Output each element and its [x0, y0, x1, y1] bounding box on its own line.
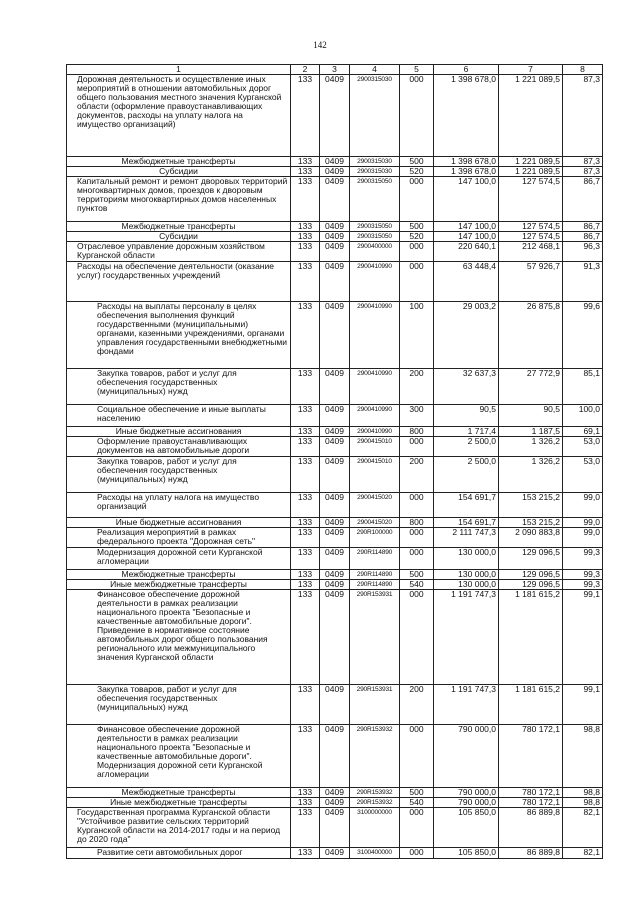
row-vr: 000	[400, 493, 434, 518]
row-plan: 130 000,0	[434, 580, 499, 590]
row-pct: 98,8	[563, 798, 603, 808]
row-rz: 0409	[320, 518, 350, 528]
header-cell: 4	[350, 65, 400, 75]
row-rz: 0409	[320, 232, 350, 242]
row-rz: 0409	[320, 177, 350, 222]
row-name: Межбюджетные трансферты	[67, 157, 291, 167]
row-gr: 133	[291, 590, 320, 685]
row-vr: 000	[400, 528, 434, 548]
row-pct: 99,0	[563, 518, 603, 528]
row-fact: 127 574,5	[499, 232, 563, 242]
row-rz: 0409	[320, 302, 350, 369]
row-name: Расходы на обеспечение деятельности (оказание услуг) государственных учреждений	[67, 262, 291, 302]
row-fact: 153 215,2	[499, 518, 563, 528]
row-vr: 000	[400, 848, 434, 859]
row-plan: 90,5	[434, 405, 499, 427]
row-pct: 98,8	[563, 788, 603, 798]
row-fact: 1 326,2	[499, 457, 563, 493]
table-row	[67, 232, 603, 242]
row-rz: 0409	[320, 798, 350, 808]
table-row	[67, 808, 603, 848]
row-csr: 2900410990	[350, 302, 400, 369]
table-row	[67, 242, 603, 262]
table-row	[67, 788, 603, 798]
row-fact: 212 468,1	[499, 242, 563, 262]
row-name: Расходы на выплаты персоналу в целях обеспечения выполнения функций государственными (муниципальными) органами, казенными учреждениями, органами управления государственными внебюджетными фондами	[67, 302, 291, 369]
row-gr: 133	[291, 405, 320, 427]
row-fact: 1 187,5	[499, 427, 563, 437]
row-name: Оформление правоустанавливающих документов на автомобильные дороги	[67, 437, 291, 457]
row-rz: 0409	[320, 493, 350, 518]
row-csr: 290R100000	[350, 528, 400, 548]
row-rz: 0409	[320, 725, 350, 788]
row-plan: 147 100,0	[434, 232, 499, 242]
row-vr: 520	[400, 167, 434, 177]
row-fact: 153 215,2	[499, 493, 563, 518]
row-name: Закупка товаров, работ и услуг для обеспечения государственных (муниципальных) нужд	[67, 369, 291, 405]
row-plan: 63 448,4	[434, 262, 499, 302]
row-csr: 2900410990	[350, 427, 400, 437]
row-fact: 1 181 615,2	[499, 685, 563, 725]
row-vr: 100	[400, 302, 434, 369]
row-csr: 2900315030	[350, 75, 400, 157]
table-row	[67, 157, 603, 167]
row-plan: 105 850,0	[434, 848, 499, 859]
row-fact: 1 221 089,5	[499, 167, 563, 177]
row-vr: 540	[400, 798, 434, 808]
row-rz: 0409	[320, 167, 350, 177]
row-gr: 133	[291, 427, 320, 437]
page-number: 142	[313, 40, 327, 50]
row-vr: 200	[400, 457, 434, 493]
row-fact: 780 172,1	[499, 798, 563, 808]
row-fact: 780 172,1	[499, 788, 563, 798]
row-fact: 780 172,1	[499, 725, 563, 788]
row-fact: 90,5	[499, 405, 563, 427]
budget-table	[66, 64, 603, 859]
row-name: Закупка товаров, работ и услуг для обеспечения государственных (муниципальных) нужд	[67, 457, 291, 493]
row-pct: 86,7	[563, 222, 603, 232]
row-pct: 99,3	[563, 580, 603, 590]
row-vr: 540	[400, 580, 434, 590]
row-pct: 82,1	[563, 808, 603, 848]
row-rz: 0409	[320, 262, 350, 302]
row-gr: 133	[291, 808, 320, 848]
row-gr: 133	[291, 528, 320, 548]
row-rz: 0409	[320, 528, 350, 548]
row-fact: 1 221 089,5	[499, 157, 563, 167]
row-csr: 290R114890	[350, 548, 400, 570]
row-pct: 87,3	[563, 167, 603, 177]
row-gr: 133	[291, 685, 320, 725]
row-name: Иные бюджетные ассигнования	[67, 427, 291, 437]
table-row	[67, 590, 603, 685]
row-fact: 27 772,9	[499, 369, 563, 405]
row-name: Отраслевое управление дорожным хозяйством Курганской области	[67, 242, 291, 262]
row-gr: 133	[291, 457, 320, 493]
table-row	[67, 518, 603, 528]
row-rz: 0409	[320, 808, 350, 848]
row-plan: 1 191 747,3	[434, 590, 499, 685]
row-pct: 96,3	[563, 242, 603, 262]
row-rz: 0409	[320, 570, 350, 580]
row-pct: 85,1	[563, 369, 603, 405]
row-gr: 133	[291, 493, 320, 518]
row-plan: 2 500,0	[434, 457, 499, 493]
row-plan: 790 000,0	[434, 788, 499, 798]
row-csr: 290R114890	[350, 570, 400, 580]
table-row	[67, 437, 603, 457]
row-fact: 127 574,5	[499, 222, 563, 232]
row-rz: 0409	[320, 457, 350, 493]
row-gr: 133	[291, 548, 320, 570]
row-csr: 3100400000	[350, 848, 400, 859]
row-gr: 133	[291, 157, 320, 167]
row-vr: 000	[400, 590, 434, 685]
row-csr: 2900410990	[350, 369, 400, 405]
table-row	[67, 548, 603, 570]
row-vr: 300	[400, 405, 434, 427]
row-pct: 91,3	[563, 262, 603, 302]
table-row	[67, 570, 603, 580]
row-rz: 0409	[320, 590, 350, 685]
row-plan: 154 691,7	[434, 518, 499, 528]
row-fact: 1 326,2	[499, 437, 563, 457]
header-cell: 6	[434, 65, 499, 75]
row-csr: 290R153932	[350, 798, 400, 808]
row-rz: 0409	[320, 405, 350, 427]
table-row	[67, 302, 603, 369]
row-csr: 290R153932	[350, 725, 400, 788]
row-pct: 86,7	[563, 177, 603, 222]
row-fact: 1 221 089,5	[499, 75, 563, 157]
table-row	[67, 177, 603, 222]
row-gr: 133	[291, 369, 320, 405]
row-gr: 133	[291, 75, 320, 157]
row-plan: 2 111 747,3	[434, 528, 499, 548]
row-gr: 133	[291, 848, 320, 859]
row-vr: 800	[400, 427, 434, 437]
row-pct: 69,1	[563, 427, 603, 437]
header-cell: 3	[320, 65, 350, 75]
header-cell: 7	[499, 65, 563, 75]
row-pct: 99,3	[563, 548, 603, 570]
row-vr: 000	[400, 75, 434, 157]
row-csr: 2900315050	[350, 177, 400, 222]
row-vr: 500	[400, 788, 434, 798]
row-plan: 220 640,1	[434, 242, 499, 262]
row-pct: 100,0	[563, 405, 603, 427]
row-vr: 000	[400, 808, 434, 848]
row-name: Государственная программа Курганской области "Устойчивое развитие сельских территорий Курганской области на 2014-2017 годы и на период до 2020 года"	[67, 808, 291, 848]
row-name: Капитальный ремонт и ремонт дворовых территорий многоквартирных домов, проездов к дворовым территориям многоквартирных домов населенных пунктов	[67, 177, 291, 222]
table-row	[67, 75, 603, 157]
row-vr: 000	[400, 437, 434, 457]
table-row	[67, 262, 603, 302]
header-cell: 5	[400, 65, 434, 75]
row-vr: 000	[400, 262, 434, 302]
row-name: Межбюджетные трансферты	[67, 788, 291, 798]
table-header-row	[67, 65, 603, 75]
row-vr: 500	[400, 157, 434, 167]
row-pct: 86,7	[563, 232, 603, 242]
row-csr: 2900415020	[350, 518, 400, 528]
row-gr: 133	[291, 232, 320, 242]
row-pct: 99,0	[563, 493, 603, 518]
row-fact: 129 096,5	[499, 548, 563, 570]
row-csr: 2900315030	[350, 167, 400, 177]
row-name: Межбюджетные трансферты	[67, 222, 291, 232]
row-rz: 0409	[320, 848, 350, 859]
row-name: Расходы на уплату налога на имущество организаций	[67, 493, 291, 518]
table-row	[67, 222, 603, 232]
row-plan: 790 000,0	[434, 725, 499, 788]
row-rz: 0409	[320, 242, 350, 262]
row-rz: 0409	[320, 75, 350, 157]
row-name: Реализация мероприятий в рамках федерального проекта "Дорожная сеть"	[67, 528, 291, 548]
row-gr: 133	[291, 725, 320, 788]
row-vr: 000	[400, 548, 434, 570]
row-name: Закупка товаров, работ и услуг для обеспечения государственных (муниципальных) нужд	[67, 685, 291, 725]
row-csr: 290R153931	[350, 590, 400, 685]
row-csr: 290R153932	[350, 788, 400, 798]
row-vr: 200	[400, 685, 434, 725]
row-gr: 133	[291, 798, 320, 808]
row-vr: 000	[400, 725, 434, 788]
table-row	[67, 369, 603, 405]
table-row	[67, 798, 603, 808]
row-fact: 1 181 615,2	[499, 590, 563, 685]
row-rz: 0409	[320, 788, 350, 798]
row-vr: 000	[400, 177, 434, 222]
table-row	[67, 580, 603, 590]
row-vr: 520	[400, 232, 434, 242]
row-pct: 99,0	[563, 528, 603, 548]
table-row	[67, 167, 603, 177]
row-gr: 133	[291, 570, 320, 580]
row-plan: 32 637,3	[434, 369, 499, 405]
row-plan: 130 000,0	[434, 570, 499, 580]
header-cell: 2	[291, 65, 320, 75]
row-name: Иные бюджетные ассигнования	[67, 518, 291, 528]
row-gr: 133	[291, 177, 320, 222]
row-gr: 133	[291, 222, 320, 232]
row-plan: 130 000,0	[434, 548, 499, 570]
row-rz: 0409	[320, 157, 350, 167]
row-pct: 98,8	[563, 725, 603, 788]
row-gr: 133	[291, 262, 320, 302]
row-name: Дорожная деятельность и осуществление иных мероприятий в отношении автомобильных дорог общего пользования местного значения Курганской области (оформление правоустанавливающих документов, расходы на уплату налога на имущество организаций)	[67, 75, 291, 157]
row-rz: 0409	[320, 222, 350, 232]
row-gr: 133	[291, 437, 320, 457]
row-csr: 290R153931	[350, 685, 400, 725]
row-plan: 29 003,2	[434, 302, 499, 369]
row-vr: 000	[400, 242, 434, 262]
row-csr: 3100000000	[350, 808, 400, 848]
row-name: Развитие сети автомобильных дорог	[67, 848, 291, 859]
row-rz: 0409	[320, 437, 350, 457]
row-plan: 154 691,7	[434, 493, 499, 518]
row-pct: 99,6	[563, 302, 603, 369]
row-name: Иные межбюджетные трансферты	[67, 580, 291, 590]
row-gr: 133	[291, 788, 320, 798]
row-plan: 147 100,0	[434, 222, 499, 232]
row-plan: 105 850,0	[434, 808, 499, 848]
row-csr: 2900315050	[350, 232, 400, 242]
table-row	[67, 848, 603, 859]
row-name: Межбюджетные трансферты	[67, 570, 291, 580]
row-csr: 2900400000	[350, 242, 400, 262]
row-pct: 53,0	[563, 457, 603, 493]
row-rz: 0409	[320, 427, 350, 437]
row-csr: 2900315030	[350, 157, 400, 167]
row-rz: 0409	[320, 369, 350, 405]
row-name: Финансовое обеспечение дорожной деятельности в рамках реализации национального проекта "Безопасные и качественные автомобильные дороги". Модернизация дорожной сети Курганской агломерации	[67, 725, 291, 788]
table-row	[67, 493, 603, 518]
row-csr: 2900415010	[350, 457, 400, 493]
row-plan: 1 398 678,0	[434, 167, 499, 177]
row-fact: 129 096,5	[499, 580, 563, 590]
row-pct: 53,0	[563, 437, 603, 457]
row-pct: 87,3	[563, 75, 603, 157]
header-cell: 8	[563, 65, 603, 75]
row-csr: 2900410990	[350, 405, 400, 427]
table-row	[67, 457, 603, 493]
row-fact: 129 096,5	[499, 570, 563, 580]
row-fact: 86 889,8	[499, 808, 563, 848]
row-pct: 87,3	[563, 157, 603, 167]
row-rz: 0409	[320, 685, 350, 725]
row-gr: 133	[291, 167, 320, 177]
table-row	[67, 528, 603, 548]
row-fact: 26 875,8	[499, 302, 563, 369]
row-name: Финансовое обеспечение дорожной деятельности в рамках реализации национального проекта "Безопасные и качественные автомобильные дороги". Приведение в нормативное состояние автомобильных дорог общего пользования регионального или межмуниципального значения Курганской области	[67, 590, 291, 685]
row-pct: 99,1	[563, 590, 603, 685]
row-gr: 133	[291, 518, 320, 528]
row-name: Социальное обеспечение и иные выплаты населению	[67, 405, 291, 427]
table-row	[67, 685, 603, 725]
row-name: Субсидии	[67, 167, 291, 177]
table-row	[67, 427, 603, 437]
row-name: Субсидии	[67, 232, 291, 242]
row-gr: 133	[291, 242, 320, 262]
row-csr: 290R114890	[350, 580, 400, 590]
row-vr: 500	[400, 222, 434, 232]
row-csr: 2900415010	[350, 437, 400, 457]
row-plan: 1 398 678,0	[434, 75, 499, 157]
row-fact: 2 090 883,8	[499, 528, 563, 548]
row-plan: 147 100,0	[434, 177, 499, 222]
row-plan: 2 500,0	[434, 437, 499, 457]
row-plan: 1 717,4	[434, 427, 499, 437]
row-plan: 790 000,0	[434, 798, 499, 808]
row-name: Иные межбюджетные трансферты	[67, 798, 291, 808]
row-csr: 2900415020	[350, 493, 400, 518]
row-gr: 133	[291, 302, 320, 369]
row-csr: 2900410990	[350, 262, 400, 302]
table-row	[67, 405, 603, 427]
row-rz: 0409	[320, 580, 350, 590]
row-pct: 99,3	[563, 570, 603, 580]
row-csr: 2900315050	[350, 222, 400, 232]
row-name: Модернизация дорожной сети Курганской агломерации	[67, 548, 291, 570]
table-row	[67, 725, 603, 788]
row-vr: 200	[400, 369, 434, 405]
row-fact: 57 926,7	[499, 262, 563, 302]
row-plan: 1 398 678,0	[434, 157, 499, 167]
row-plan: 1 191 747,3	[434, 685, 499, 725]
header-cell: 1	[67, 65, 291, 75]
row-pct: 99,1	[563, 685, 603, 725]
row-gr: 133	[291, 580, 320, 590]
row-pct: 82,1	[563, 848, 603, 859]
row-vr: 500	[400, 570, 434, 580]
row-vr: 800	[400, 518, 434, 528]
row-fact: 127 574,5	[499, 177, 563, 222]
row-rz: 0409	[320, 548, 350, 570]
row-fact: 86 889,8	[499, 848, 563, 859]
